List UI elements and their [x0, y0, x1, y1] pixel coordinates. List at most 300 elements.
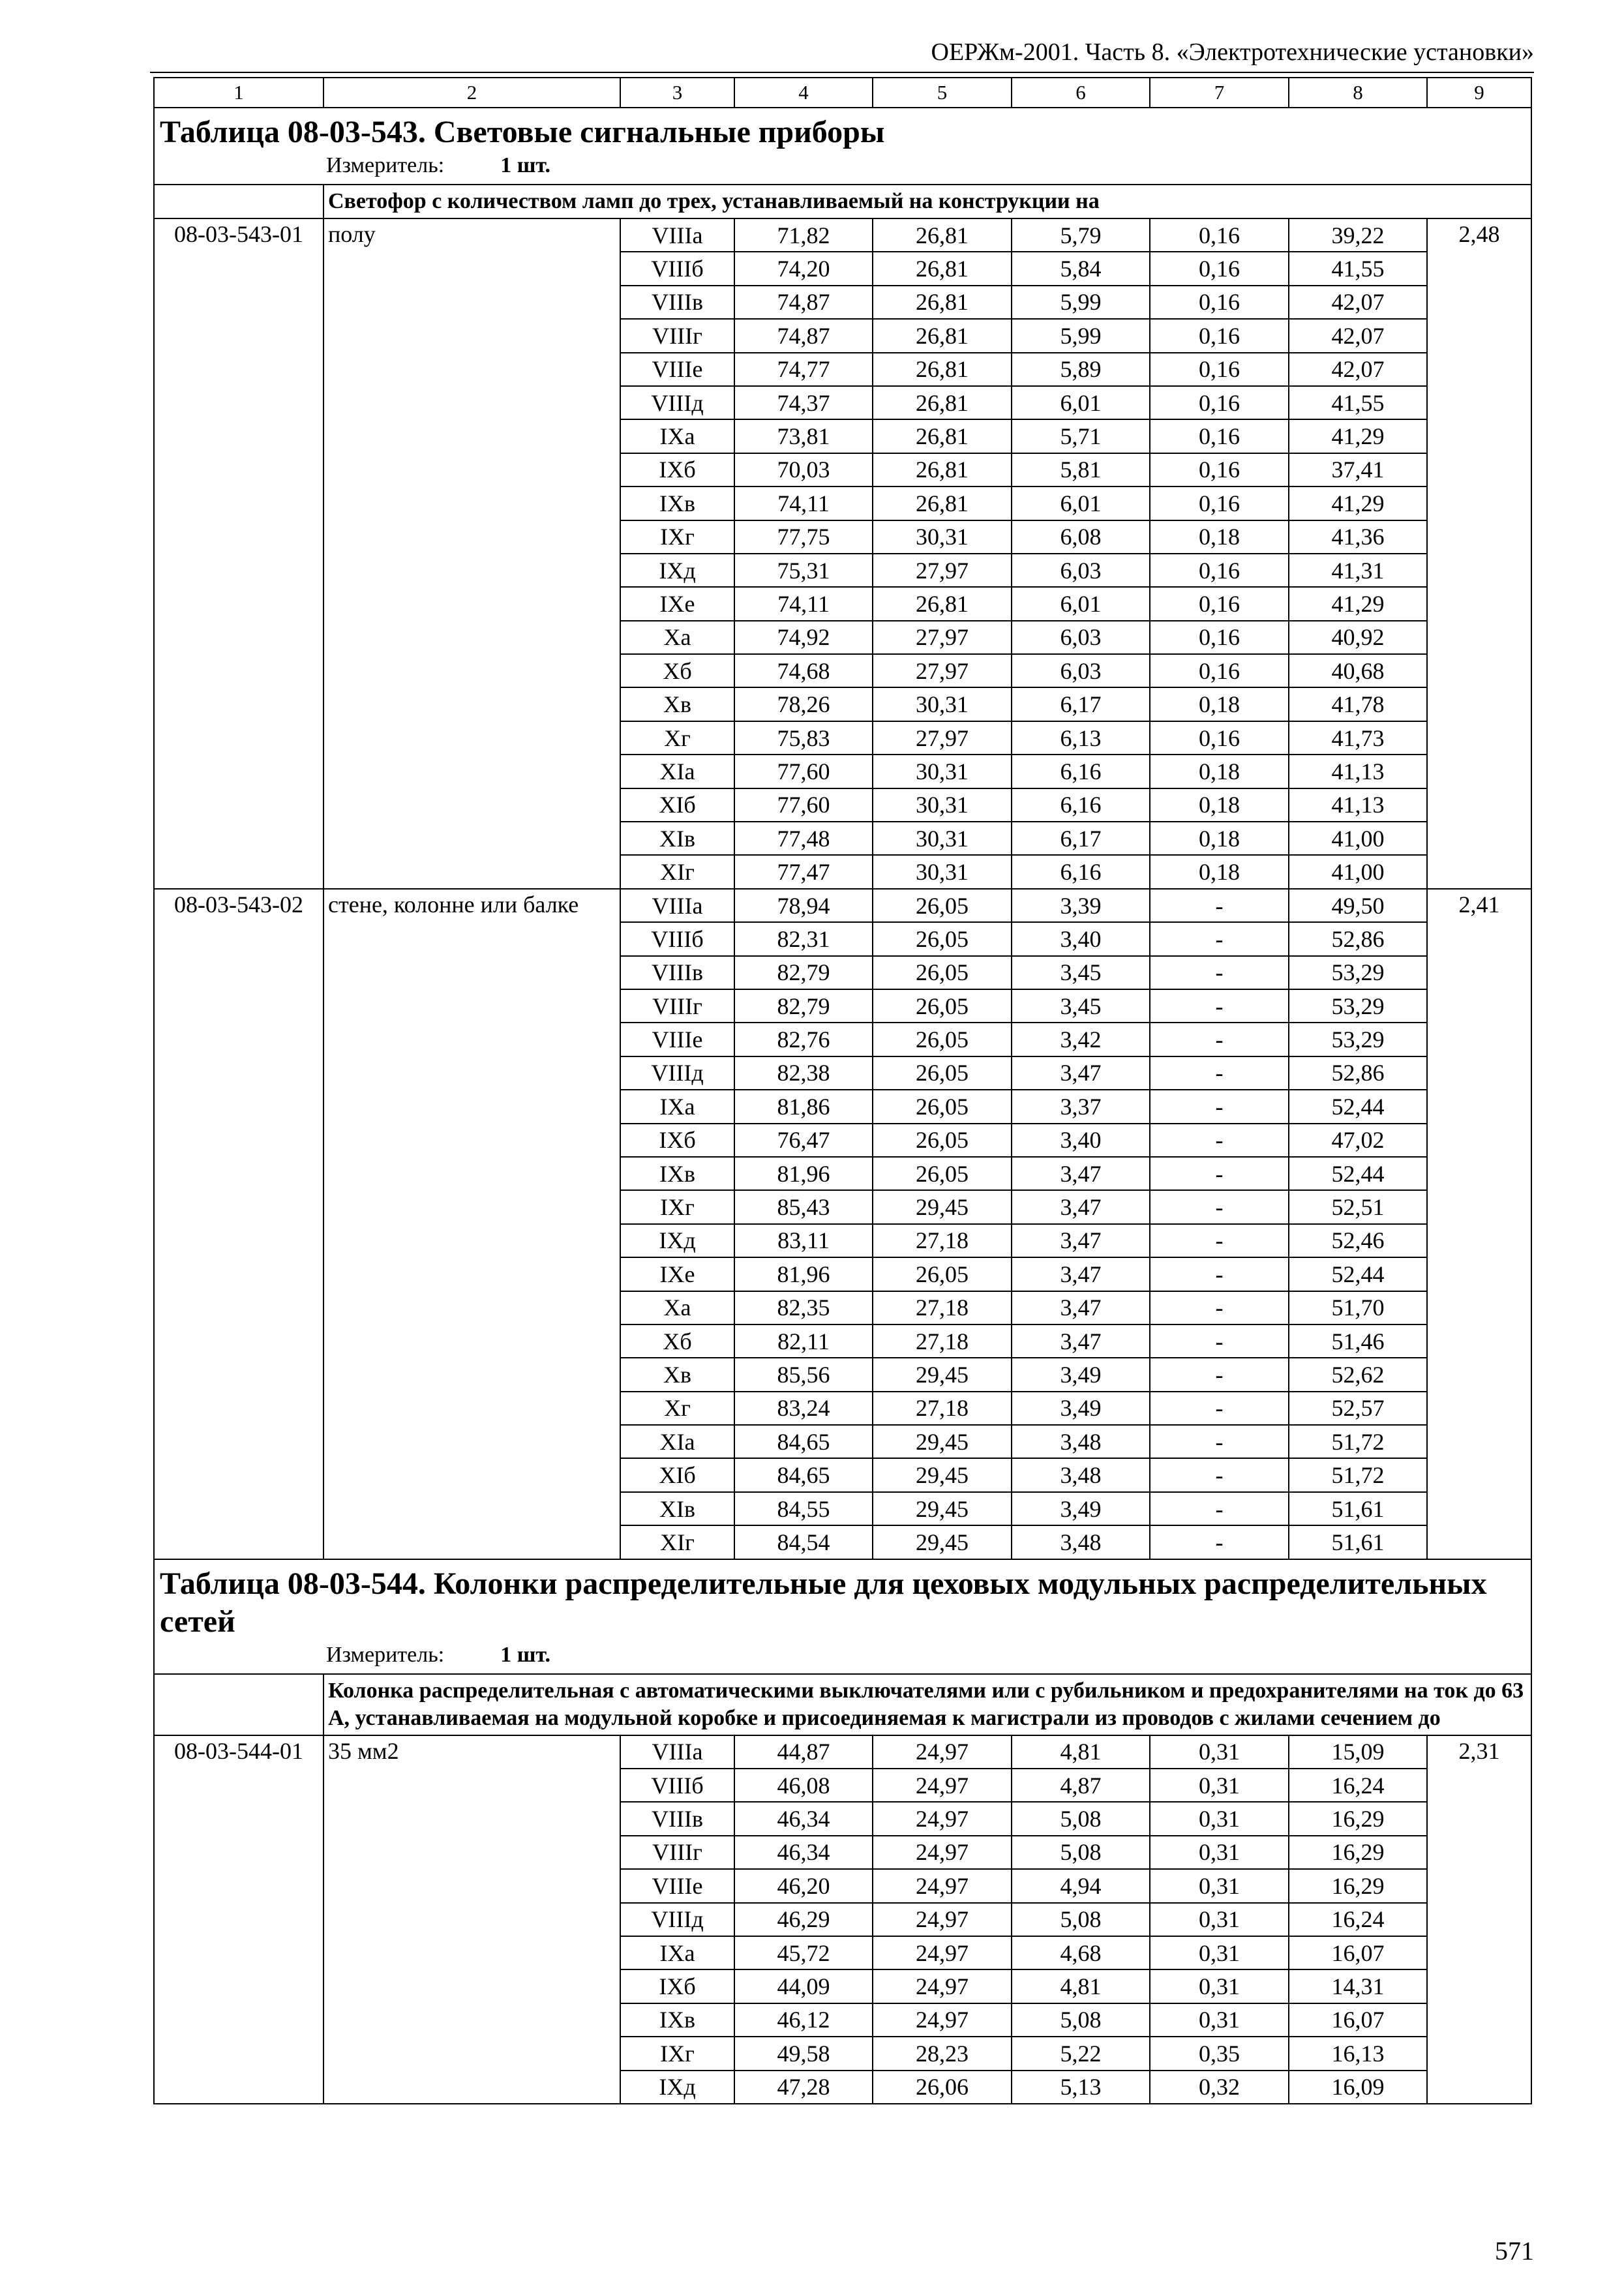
value-cell: 0,16 — [1150, 621, 1289, 654]
rate-code: 08-03-543-01 — [154, 218, 323, 889]
value-cell: 26,05 — [873, 1090, 1012, 1123]
value-cell: 14,31 — [1289, 1969, 1427, 2003]
unit-line — [160, 151, 1526, 180]
value-cell: 77,60 — [734, 788, 873, 822]
value-cell: 26,81 — [873, 486, 1012, 520]
rate-name: полу — [323, 218, 620, 889]
zone-cell: VIIIг — [620, 319, 734, 352]
value-cell: 26,81 — [873, 386, 1012, 419]
description-row — [154, 1674, 1531, 1735]
value-cell: 77,47 — [734, 855, 873, 888]
value-cell: 82,35 — [734, 1291, 873, 1324]
value-cell: 46,20 — [734, 1869, 873, 1902]
value-cell: 6,01 — [1012, 587, 1150, 620]
value-cell: 52,62 — [1289, 1358, 1427, 1391]
zone-cell: IXд — [620, 2071, 734, 2104]
value-cell: 44,87 — [734, 1735, 873, 1769]
zone-cell: Xг — [620, 1392, 734, 1425]
value-cell: 26,05 — [873, 922, 1012, 955]
value-cell: 82,31 — [734, 922, 873, 955]
value-cell: 3,49 — [1012, 1392, 1150, 1425]
value-cell: 27,18 — [873, 1224, 1012, 1257]
value-cell: 0,16 — [1150, 654, 1289, 687]
value-cell: 16,29 — [1289, 1869, 1427, 1902]
header-rule — [150, 72, 1534, 73]
value-cell: 30,31 — [873, 855, 1012, 888]
table-title-cell — [154, 1559, 1531, 1674]
value-cell: 3,47 — [1012, 1324, 1150, 1358]
value-cell: 26,05 — [873, 1157, 1012, 1190]
value-cell: 77,60 — [734, 755, 873, 788]
value-cell: - — [1150, 1023, 1289, 1056]
description-row — [154, 185, 1531, 218]
value-cell: 29,45 — [873, 1525, 1012, 1559]
value-cell: 74,92 — [734, 621, 873, 654]
zone-cell: IXб — [620, 1969, 734, 2003]
value-cell: 30,31 — [873, 687, 1012, 721]
value-cell: 0,31 — [1150, 1869, 1289, 1902]
zone-cell: VIIIг — [620, 1836, 734, 1869]
value-cell: 0,31 — [1150, 1735, 1289, 1769]
column-number: 7 — [1150, 78, 1289, 108]
value-cell: 16,07 — [1289, 1936, 1427, 1969]
value-cell: 30,31 — [873, 788, 1012, 822]
value-cell: 5,08 — [1012, 1802, 1150, 1835]
value-cell: 0,31 — [1150, 1836, 1289, 1869]
table-body — [154, 78, 1531, 2104]
value-cell: 82,79 — [734, 989, 873, 1023]
value-cell: 51,61 — [1289, 1525, 1427, 1559]
value-cell: 76,47 — [734, 1124, 873, 1157]
value-cell: 85,43 — [734, 1190, 873, 1223]
value-cell: 52,44 — [1289, 1257, 1427, 1291]
value-cell: 0,18 — [1150, 822, 1289, 855]
table-title: Таблица 08-03-543. Световые сигнальные приборы — [160, 115, 885, 149]
value-cell: 3,49 — [1012, 1358, 1150, 1391]
column-number: 3 — [620, 78, 734, 108]
value-cell: 6,01 — [1012, 486, 1150, 520]
value-cell: - — [1150, 1224, 1289, 1257]
value-cell: 27,18 — [873, 1291, 1012, 1324]
section-description: Колонка распределительная с автоматическими выключателями или с рубильником и предохранителями на ток до 63 А, устанавливаемая на модульной коробке и присоединяемая к магистрали из проводов с жилами сечением до — [323, 1674, 1531, 1735]
zone-cell: IXб — [620, 453, 734, 486]
page-number: 571 — [1495, 2236, 1534, 2266]
value-cell: 6,17 — [1012, 822, 1150, 855]
value-cell: 0,18 — [1150, 687, 1289, 721]
value-cell: 6,16 — [1012, 855, 1150, 888]
zone-cell: Xб — [620, 1324, 734, 1358]
value-cell: 5,84 — [1012, 252, 1150, 285]
value-cell: 5,08 — [1012, 2003, 1150, 2037]
value-cell: 26,05 — [873, 1124, 1012, 1157]
value-cell: 40,92 — [1289, 621, 1427, 654]
value-cell: 75,83 — [734, 721, 873, 755]
value-cell: 3,47 — [1012, 1224, 1150, 1257]
value-cell: 27,97 — [873, 654, 1012, 687]
value-cell: 3,48 — [1012, 1425, 1150, 1458]
value-cell: 73,81 — [734, 419, 873, 453]
value-cell: 0,16 — [1150, 587, 1289, 620]
zone-cell: IXд — [620, 554, 734, 587]
column-number: 1 — [154, 78, 323, 108]
value-cell: 71,82 — [734, 218, 873, 252]
value-cell: 30,31 — [873, 822, 1012, 855]
value-cell: 74,87 — [734, 319, 873, 352]
value-cell: 46,34 — [734, 1836, 873, 1869]
value-cell: 40,68 — [1289, 654, 1427, 687]
value-cell: 3,48 — [1012, 1525, 1150, 1559]
value-cell: 5,13 — [1012, 2071, 1150, 2104]
table-title-row — [154, 1559, 1531, 1674]
value-cell: 3,37 — [1012, 1090, 1150, 1123]
value-cell: 5,79 — [1012, 218, 1150, 252]
value-cell: 4,94 — [1012, 1869, 1150, 1902]
zone-cell: VIIIг — [620, 989, 734, 1023]
value-cell: 42,07 — [1289, 319, 1427, 352]
value-cell: 0,16 — [1150, 386, 1289, 419]
value-cell: 0,31 — [1150, 1936, 1289, 1969]
value-cell: 51,72 — [1289, 1425, 1427, 1458]
value-cell: 0,16 — [1150, 419, 1289, 453]
value-cell: 6,13 — [1012, 721, 1150, 755]
zone-cell: IXе — [620, 587, 734, 620]
column-number: 6 — [1012, 78, 1150, 108]
zone-cell: VIIIд — [620, 1056, 734, 1090]
value-cell: 49,50 — [1289, 889, 1427, 922]
table-row — [154, 218, 1531, 252]
zone-cell: VIIIа — [620, 1735, 734, 1769]
value-cell: 77,48 — [734, 822, 873, 855]
column-number-row — [154, 78, 1531, 108]
value-cell: 27,97 — [873, 721, 1012, 755]
value-cell: 75,31 — [734, 554, 873, 587]
value-cell: - — [1150, 1190, 1289, 1223]
value-cell: 26,81 — [873, 453, 1012, 486]
value-cell: 5,81 — [1012, 453, 1150, 486]
zone-cell: IXг — [620, 2037, 734, 2070]
zone-cell: VIIIб — [620, 1769, 734, 1802]
value-cell: - — [1150, 1257, 1289, 1291]
column-number: 9 — [1427, 78, 1531, 108]
zone-cell: XIг — [620, 855, 734, 888]
value-cell: 41,29 — [1289, 419, 1427, 453]
value-cell: 41,78 — [1289, 687, 1427, 721]
value-cell: 0,16 — [1150, 353, 1289, 386]
value-cell: 74,20 — [734, 252, 873, 285]
description-spacer — [154, 1674, 323, 1735]
rate-code: 08-03-544-01 — [154, 1735, 323, 2104]
value-cell: 16,09 — [1289, 2071, 1427, 2104]
value-cell: 24,97 — [873, 1936, 1012, 1969]
value-cell: 41,36 — [1289, 520, 1427, 554]
value-cell: - — [1150, 1291, 1289, 1324]
value-cell: 52,57 — [1289, 1392, 1427, 1425]
value-cell: 26,81 — [873, 218, 1012, 252]
value-cell: 6,03 — [1012, 554, 1150, 587]
zone-cell: IXг — [620, 520, 734, 554]
value-cell: 3,40 — [1012, 922, 1150, 955]
value-cell: 41,29 — [1289, 587, 1427, 620]
zone-cell: VIIIе — [620, 353, 734, 386]
value-cell: 3,49 — [1012, 1492, 1150, 1525]
zone-cell: XIа — [620, 1425, 734, 1458]
table-title: Таблица 08-03-544. Колонки распределительные для цеховых модульных распределительных сетей — [160, 1566, 1487, 1639]
value-cell: 41,29 — [1289, 486, 1427, 520]
description-spacer — [154, 185, 323, 218]
value-cell: - — [1150, 1056, 1289, 1090]
zone-cell: IXе — [620, 1257, 734, 1291]
section-description: Светофор с количеством ламп до трех, устанавливаемый на конструкции на — [323, 185, 1531, 218]
value-cell: 74,11 — [734, 486, 873, 520]
value-cell: 5,08 — [1012, 1836, 1150, 1869]
value-cell: - — [1150, 1492, 1289, 1525]
value-cell: 51,70 — [1289, 1291, 1427, 1324]
value-cell: 28,23 — [873, 2037, 1012, 2070]
value-cell: 84,55 — [734, 1492, 873, 1525]
value-cell: 52,46 — [1289, 1224, 1427, 1257]
value-cell: 51,46 — [1289, 1324, 1427, 1358]
value-cell: 24,97 — [873, 2003, 1012, 2037]
value-cell: 3,47 — [1012, 1190, 1150, 1223]
value-cell: 0,16 — [1150, 453, 1289, 486]
value-cell: 53,29 — [1289, 1023, 1427, 1056]
value-cell: 53,29 — [1289, 989, 1427, 1023]
zone-cell: XIа — [620, 755, 734, 788]
value-cell: - — [1150, 956, 1289, 989]
value-cell: 24,97 — [873, 1836, 1012, 1869]
value-cell: 41,00 — [1289, 822, 1427, 855]
value-cell: 41,73 — [1289, 721, 1427, 755]
value-cell: 6,08 — [1012, 520, 1150, 554]
value-cell: 41,13 — [1289, 755, 1427, 788]
value-cell: 5,99 — [1012, 319, 1150, 352]
value-cell: 3,47 — [1012, 1257, 1150, 1291]
zone-cell: VIIIб — [620, 922, 734, 955]
zone-cell: IXа — [620, 419, 734, 453]
value-cell: 37,41 — [1289, 453, 1427, 486]
value-cell: 70,03 — [734, 453, 873, 486]
zone-cell: Xа — [620, 621, 734, 654]
value-cell: - — [1150, 1458, 1289, 1491]
value-cell: 41,13 — [1289, 788, 1427, 822]
value-cell: - — [1150, 1090, 1289, 1123]
value-cell: 3,47 — [1012, 1157, 1150, 1190]
value-cell: - — [1150, 989, 1289, 1023]
value-cell: 3,40 — [1012, 1124, 1150, 1157]
value-cell: 52,86 — [1289, 1056, 1427, 1090]
value-cell: 3,42 — [1012, 1023, 1150, 1056]
value-cell: 3,47 — [1012, 1291, 1150, 1324]
running-header: ОЕРЖм-2001. Часть 8. «Электротехнические установки» — [931, 38, 1534, 66]
zone-cell: IXа — [620, 1090, 734, 1123]
value-cell: 49,58 — [734, 2037, 873, 2070]
zone-cell: Xв — [620, 687, 734, 721]
value-cell: 26,05 — [873, 956, 1012, 989]
zone-cell: VIIIе — [620, 1869, 734, 1902]
value-cell: 82,76 — [734, 1023, 873, 1056]
zone-cell: XIг — [620, 1525, 734, 1559]
zone-cell: IXв — [620, 1157, 734, 1190]
value-cell: 51,72 — [1289, 1458, 1427, 1491]
zone-cell: VIIIв — [620, 1802, 734, 1835]
value-cell: 16,07 — [1289, 2003, 1427, 2037]
zone-cell: VIIIд — [620, 386, 734, 419]
value-cell: 0,31 — [1150, 1802, 1289, 1835]
zone-cell: XIб — [620, 788, 734, 822]
value-cell: 51,61 — [1289, 1492, 1427, 1525]
value-cell: 26,81 — [873, 353, 1012, 386]
value-cell: 81,96 — [734, 1157, 873, 1190]
value-cell: 24,97 — [873, 1769, 1012, 1802]
zone-cell: VIIIв — [620, 956, 734, 989]
value-cell: 27,18 — [873, 1392, 1012, 1425]
value-cell: 74,68 — [734, 654, 873, 687]
value-cell: 0,18 — [1150, 855, 1289, 888]
value-cell: 0,18 — [1150, 520, 1289, 554]
value-cell: 0,16 — [1150, 319, 1289, 352]
value-cell: 26,05 — [873, 989, 1012, 1023]
value-cell: 46,29 — [734, 1903, 873, 1936]
value-cell: 52,44 — [1289, 1157, 1427, 1190]
zone-cell: Xг — [620, 721, 734, 755]
value-cell: 30,31 — [873, 520, 1012, 554]
value-cell: 84,54 — [734, 1525, 873, 1559]
zone-cell: IXб — [620, 1124, 734, 1157]
value-cell: 0,16 — [1150, 286, 1289, 319]
value-cell: 74,37 — [734, 386, 873, 419]
zone-cell: VIIIд — [620, 1903, 734, 1936]
value-cell: 46,34 — [734, 1802, 873, 1835]
rate-code: 08-03-543-02 — [154, 889, 323, 1559]
value-cell: 29,45 — [873, 1190, 1012, 1223]
value-cell: 6,03 — [1012, 621, 1150, 654]
value-cell: 6,03 — [1012, 654, 1150, 687]
value-cell: 78,94 — [734, 889, 873, 922]
table-title-cell — [154, 108, 1531, 185]
value-cell: - — [1150, 1157, 1289, 1190]
value-cell: 82,79 — [734, 956, 873, 989]
column-number: 8 — [1289, 78, 1427, 108]
zone-cell: VIIIв — [620, 286, 734, 319]
value-cell: 24,97 — [873, 1869, 1012, 1902]
value-cell: 16,24 — [1289, 1769, 1427, 1802]
value-cell: 77,75 — [734, 520, 873, 554]
value-cell: 26,05 — [873, 1257, 1012, 1291]
value-cell: 3,45 — [1012, 989, 1150, 1023]
unit-label: Измеритель: — [326, 153, 445, 177]
value-cell: 27,97 — [873, 621, 1012, 654]
value-cell: 46,12 — [734, 2003, 873, 2037]
value-cell: 16,29 — [1289, 1802, 1427, 1835]
value-cell: 0,32 — [1150, 2071, 1289, 2104]
value-cell: 24,97 — [873, 1802, 1012, 1835]
value-cell: 0,16 — [1150, 252, 1289, 285]
zone-cell: VIIIа — [620, 889, 734, 922]
value-cell: 4,87 — [1012, 1769, 1150, 1802]
value-cell: 3,47 — [1012, 1056, 1150, 1090]
value-cell: 5,99 — [1012, 286, 1150, 319]
value-cell: 4,81 — [1012, 1735, 1150, 1769]
value-cell: 3,45 — [1012, 956, 1150, 989]
zone-cell: XIв — [620, 1492, 734, 1525]
value-cell: 41,00 — [1289, 855, 1427, 888]
value-cell: 30,31 — [873, 755, 1012, 788]
value-cell: 15,09 — [1289, 1735, 1427, 1769]
value-cell: - — [1150, 1525, 1289, 1559]
zone-cell: XIв — [620, 822, 734, 855]
unit-value: 1 шт. — [500, 1642, 551, 1667]
value-cell: 16,13 — [1289, 2037, 1427, 2070]
zone-cell: VIIIе — [620, 1023, 734, 1056]
zone-cell: XIб — [620, 1458, 734, 1491]
value-cell: 3,39 — [1012, 889, 1150, 922]
value-cell: 0,16 — [1150, 721, 1289, 755]
value-cell: 5,89 — [1012, 353, 1150, 386]
value-cell: 24,97 — [873, 1903, 1012, 1936]
zone-cell: VIIIб — [620, 252, 734, 285]
rate-name: стене, колонне или балке — [323, 889, 620, 1559]
value-cell: 85,56 — [734, 1358, 873, 1391]
value-cell: 0,16 — [1150, 486, 1289, 520]
value-cell: 16,29 — [1289, 1836, 1427, 1869]
zone-cell: IXв — [620, 2003, 734, 2037]
value-cell: 41,55 — [1289, 386, 1427, 419]
value-cell: 42,07 — [1289, 286, 1427, 319]
value-cell: 84,65 — [734, 1458, 873, 1491]
value-cell: 84,65 — [734, 1425, 873, 1458]
value-cell: 5,71 — [1012, 419, 1150, 453]
zone-cell: IXд — [620, 1224, 734, 1257]
zone-cell: IXг — [620, 1190, 734, 1223]
value-cell: 29,45 — [873, 1425, 1012, 1458]
value-cell: 0,18 — [1150, 788, 1289, 822]
value-cell: - — [1150, 1392, 1289, 1425]
value-cell: 52,44 — [1289, 1090, 1427, 1123]
value-cell: 45,72 — [734, 1936, 873, 1969]
zone-cell: Xв — [620, 1358, 734, 1391]
value-cell: 47,02 — [1289, 1124, 1427, 1157]
value-cell: 26,05 — [873, 1023, 1012, 1056]
value-cell: 26,05 — [873, 1056, 1012, 1090]
column-number: 2 — [323, 78, 620, 108]
rates-table — [153, 77, 1532, 2104]
value-cell: 74,87 — [734, 286, 873, 319]
value-cell: 81,96 — [734, 1257, 873, 1291]
zone-cell: Xб — [620, 654, 734, 687]
rate-name: 35 мм2 — [323, 1735, 620, 2104]
value-cell: 81,86 — [734, 1090, 873, 1123]
value-cell: 24,97 — [873, 1735, 1012, 1769]
value-cell: 5,22 — [1012, 2037, 1150, 2070]
value-cell: 39,22 — [1289, 218, 1427, 252]
value-cell: 83,24 — [734, 1392, 873, 1425]
value-cell: - — [1150, 1124, 1289, 1157]
value-cell: 42,07 — [1289, 353, 1427, 386]
value-cell: 52,86 — [1289, 922, 1427, 955]
value-cell: 53,29 — [1289, 956, 1427, 989]
value-cell: 82,38 — [734, 1056, 873, 1090]
value-cell: 41,31 — [1289, 554, 1427, 587]
value-cell: 83,11 — [734, 1224, 873, 1257]
value-cell: 78,26 — [734, 687, 873, 721]
value-cell: 29,45 — [873, 1458, 1012, 1491]
value-cell: 0,16 — [1150, 218, 1289, 252]
rate-col9: 2,31 — [1427, 1735, 1531, 2104]
value-cell: 6,01 — [1012, 386, 1150, 419]
rate-col9: 2,41 — [1427, 889, 1531, 1559]
value-cell: 0,31 — [1150, 1969, 1289, 2003]
value-cell: 0,31 — [1150, 1903, 1289, 1936]
